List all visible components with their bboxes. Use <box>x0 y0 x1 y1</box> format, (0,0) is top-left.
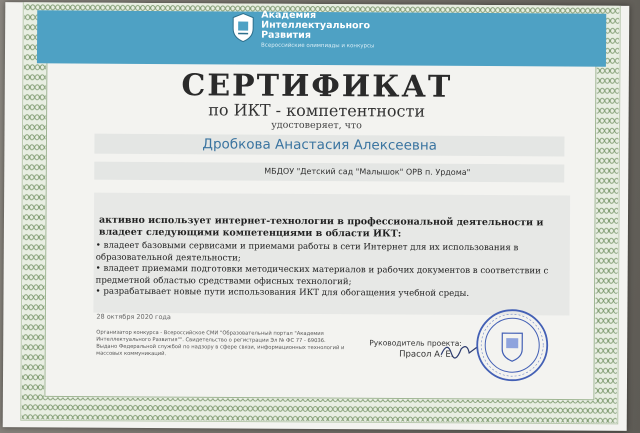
director-name: Прасол А. Е. <box>399 349 454 360</box>
recipient-name: Дробкова Анастасия Алексеевна <box>94 134 564 157</box>
academy-line-3: Развития <box>261 29 311 41</box>
academy-line-2: Интеллектуального <box>261 19 371 32</box>
certificate-subtitle: по ИКТ - компетентности <box>208 100 426 121</box>
competency-item: • владеет приемами подготовки методических материалов и рабочих документов в соответствии с предметной областью средствами офисных технологий; <box>95 263 549 287</box>
academy-line-1: Академия <box>261 9 317 21</box>
certifies-text: удостоверяет, что <box>271 119 362 132</box>
academy-crest-icon <box>231 12 255 42</box>
competencies-lead: активно использует интернет-технологии в профессиональной деятельности и владеет следующими компетенциями в области ИКТ: <box>98 214 544 240</box>
certificate-sheet <box>3 2 630 431</box>
recipient-organization: МБДОУ "Детский сад "Малышок" ОРВ п. Урдома" <box>94 162 564 183</box>
certificate-title: СЕРТИФИКАТ <box>181 68 453 105</box>
round-seal-icon <box>474 307 550 383</box>
organizer-note: Организатор конкурса - Всероссийское СМИ "Образовательный портал "Академия Интеллектуального Развития"". Свидетельство о регистрации Эл № ФС 77 - 69036. Выдано Федеральной службой по надзору в сфере связи, информационных технологий и массовых коммуникаций. <box>96 329 345 358</box>
competencies-list <box>95 241 565 302</box>
director-label: Руководитель проекта: <box>369 338 462 348</box>
issue-date: 28 октября 2020 года <box>96 312 171 322</box>
academy-tagline: Всероссийские олимпиады и конкурсы <box>261 42 375 50</box>
competency-item: • владеет базовыми сервисами и приемами работы в сети Интернет для их использования в образовательной деятельности; <box>95 240 519 264</box>
academy-name <box>261 11 421 42</box>
competency-item: • разрабатывает новые пути использования ИКТ для обогащения учебной среды. <box>95 287 470 300</box>
